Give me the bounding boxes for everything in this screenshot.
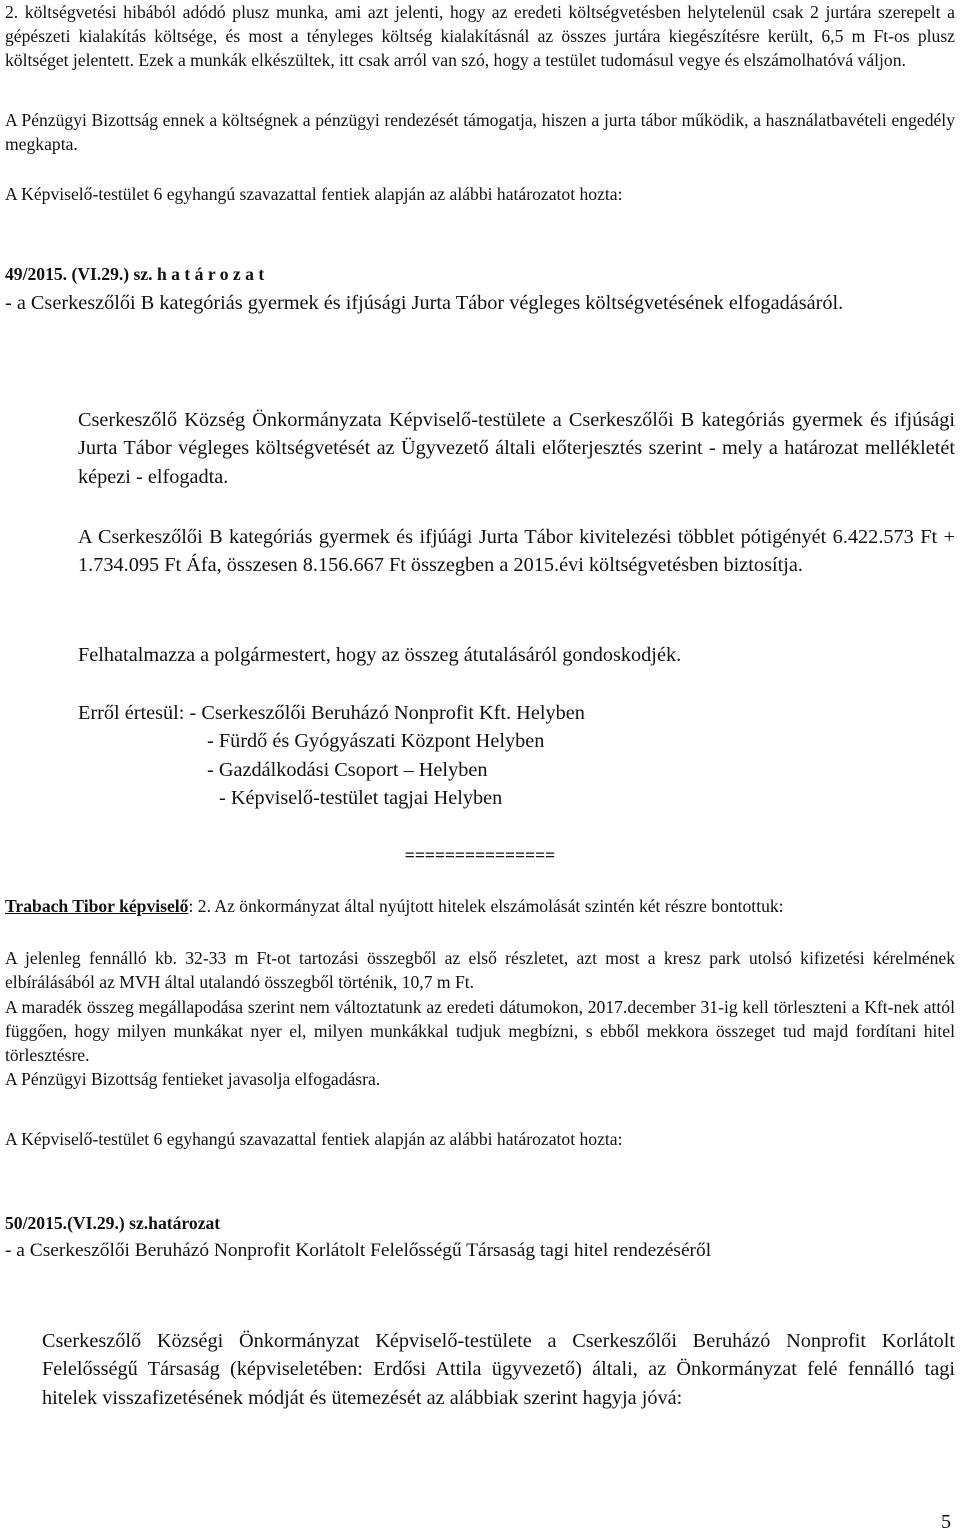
resolution-50-heading: 50/2015.(VI.29.) sz.határozat [5,1213,221,1233]
resolution-49-word: h a t á r o z a t [157,264,265,284]
resolution-50-body: Cserkeszőlő Községi Önkormányzat Képviselő-testülete a Cserkeszőlői Beruházó Nonprofit Korlátolt Felelősségű Társaság (képviseletében: Erdősi Attila ügyvezető) általi, az Önkormányzat felé fennálló tagi hitelek visszafizetésének módját és ütemezését az alábbiak szerint hagyja jóvá: [42,1330,955,1409]
resolution-50-subject: - a Cserkeszőlői Beruházó Nonprofit Korlátolt Felelősségű Társaság tagi hitel rendezéséről [5,1240,712,1261]
vote-statement-1: A Képviselő-testület 6 egyhangú szavazattal fentiek alapján az alábbi határozatot hozta: [5,184,623,204]
notify-label: Erről értesül: [78,702,185,724]
paragraph-loan-remaining: A maradék összeg megállapodása szerint nem változtatunk az eredeti dátumokon, 2017.december 31-ig kell törleszteni a Kft-nek attól függően, hogy milyen munkákat nyer el, milyen munkákkal tudjuk megbízni, s ebből mekkora összeget tud majd fordítani hitel törlesztésre. [5,997,955,1065]
paragraph-finance-committee-2: A Pénzügyi Bizottság fentieket javasolja elfogadásra. [5,1069,381,1089]
resolution-49-heading [5,263,955,287]
notify-item: - Cserkeszőlői Beruházó Nonprofit Kft. Helyben [189,702,585,724]
notify-item: - Fürdő és Gyógyászati Központ Helyben [207,730,545,753]
vote-statement-2: A Képviselő-testület 6 egyhangú szavazattal fentiek alapján az alábbi határozatot hozta: [5,1129,623,1149]
separator-line: =============== [404,845,556,865]
paragraph-loan-first-part: A jelenleg fennálló kb. 32-33 m Ft-ot tartozási összegből az első részletet, azt most a kresz park utolsó kifizetési kérelmének elbírálásából az MVH által utalandó összegből történik, 10,7 m Ft. [5,948,955,992]
notify-block [78,699,585,813]
resolution-49-body-1: Cserkeszőlő Község Önkormányzata Képviselő-testülete a Cserkeszőlői B kategóriás gyermek és ifjúsági Jurta Tábor végleges költségvetését az Ügyvezető általi előterjesztés szerint - mely a határozat mellékletét képezi - elfogadta. [78,409,955,488]
resolution-49-number: 49/2015. (VI.29.) sz. [5,264,153,284]
notify-item: - Gazdálkodási Csoport – Helyben [207,758,488,781]
notify-item: - Képviselő-testület tagjai Helyben [219,787,503,810]
page-number: 5 [941,1511,952,1533]
speaker-name: Trabach Tibor képviselő [5,896,189,916]
resolution-49-subject: - a Cserkeszőlői B kategóriás gyermek és ifjúsági Jurta Tábor végleges költségvetésének elfogadásáról. [5,292,844,314]
speaker-paragraph [5,895,955,919]
speaker-statement: : 2. Az önkormányzat által nyújtott hitelek elszámolását szintén két részre bontottuk: [188,896,784,916]
resolution-49-body-3: Felhatalmazza a polgármestert, hogy az összeg átutalásáról gondoskodjék. [78,644,682,666]
resolution-49-body-2: A Cserkeszőlői B kategóriás gyermek és ifjúági Jurta Tábor kivitelezési többlet pótigényét 6.422.573 Ft + 1.734.095 Ft Áfa, összesen 8.156.667 Ft összegben a 2015.évi költségvetésben biztosítja. [78,526,955,577]
paragraph-finance-committee-1: A Pénzügyi Bizottság ennek a költségnek a pénzügyi rendezését támogatja, hiszen a jurta tábor működik, a használatbavételi engedély megkapta. [5,110,955,154]
paragraph-cost-error: 2. költségvetési hibából adódó plusz munka, ami azt jelenti, hogy az eredeti költségvetésben helytelenül csak 2 jurtára szerepelt a gépészeti kialakítás költsége, és most a tényleges költség kialakításnál az összes jurtára kiegészítésre került, 6,5 m Ft-os plusz költséget jelentett. Ezek a munkák elkészültek, itt csak arról van szó, hogy a testület tudomásul vegye és elszámolhatóvá váljon. [5,2,955,70]
